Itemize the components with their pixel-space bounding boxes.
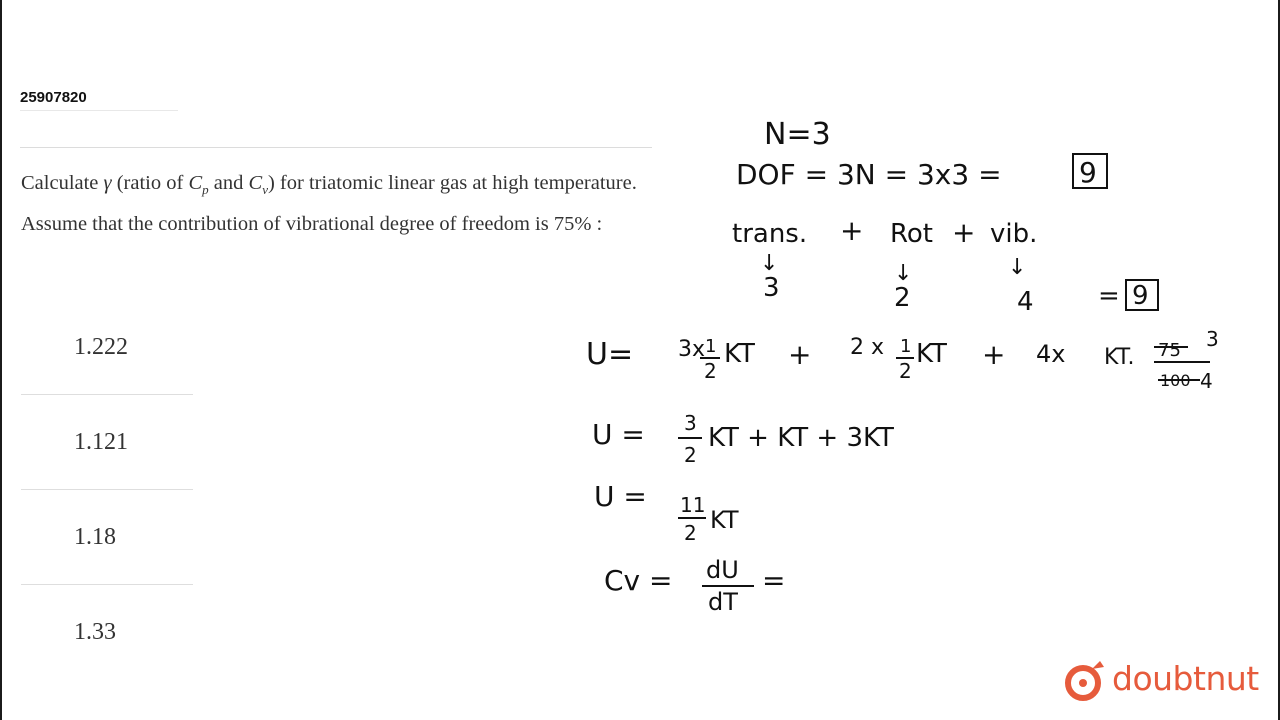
hw-kt: KT bbox=[916, 339, 947, 369]
hw-plus: + bbox=[982, 338, 1006, 371]
hw-term: 4x bbox=[1036, 340, 1066, 368]
doubtnut-logo bbox=[1062, 655, 1272, 707]
divider bbox=[20, 147, 652, 148]
doubtnut-logo-icon bbox=[1062, 657, 1108, 703]
hw-equals: = bbox=[762, 564, 786, 597]
hw-equals: = bbox=[1098, 281, 1120, 311]
hw-plus: + bbox=[788, 338, 812, 371]
option-c[interactable]: 1.18 bbox=[21, 490, 193, 585]
hw-kt: KT bbox=[724, 339, 755, 369]
hw-frac-den: 100 bbox=[1160, 371, 1191, 390]
hw-line-dof: DOF = 3N = 3x3 = bbox=[736, 158, 1002, 191]
hw-boxed-value: 9 bbox=[1079, 156, 1097, 189]
hw-trans-value: 3 bbox=[763, 273, 780, 303]
hw-term: 2 x bbox=[850, 335, 885, 360]
option-d[interactable]: 1.33 bbox=[74, 619, 116, 645]
hw-frac-num: 11 bbox=[680, 493, 706, 517]
gamma-symbol: γ bbox=[103, 172, 112, 194]
question-part: and bbox=[208, 172, 249, 194]
option-b[interactable]: 1.121 bbox=[21, 395, 193, 490]
hw-frac-num: 1 bbox=[705, 336, 717, 357]
hw-frac-num: 1 bbox=[900, 336, 912, 357]
hw-frac-num: 75 bbox=[1158, 340, 1181, 361]
hw-u-lhs: U = bbox=[592, 418, 645, 451]
hw-superscript: 3 bbox=[1206, 327, 1219, 351]
down-arrow-icon: ↓ bbox=[894, 261, 913, 286]
cv-symbol: C bbox=[248, 172, 263, 194]
hw-frac-num: 3 bbox=[684, 411, 697, 435]
hw-u2-rest: KT + KT + 3KT bbox=[708, 423, 894, 453]
question-part: (ratio of bbox=[111, 172, 189, 194]
hw-frac-den-tail: 4 bbox=[1200, 369, 1213, 393]
hw-plus: + bbox=[840, 214, 864, 247]
hw-u3-rest: KT bbox=[710, 506, 739, 534]
left-frame-border bbox=[0, 0, 2, 720]
hw-rot-value: 2 bbox=[894, 283, 911, 313]
hw-frac-den: 2 bbox=[704, 359, 717, 383]
hw-frac-den: 2 bbox=[684, 443, 697, 467]
hw-u-lhs: U= bbox=[586, 337, 634, 372]
hw-cv-lhs: Cv = bbox=[604, 564, 673, 597]
option-a[interactable]: 1.222 bbox=[21, 300, 193, 395]
cv-subscript: v bbox=[262, 182, 268, 198]
down-arrow-icon: ↓ bbox=[760, 251, 779, 276]
hw-frac-den: 2 bbox=[899, 359, 912, 383]
cp-symbol: C bbox=[188, 172, 203, 194]
question-id: 25907820 bbox=[20, 89, 87, 106]
hw-plus: + bbox=[952, 216, 976, 249]
down-arrow-icon: ↓ bbox=[1008, 255, 1027, 280]
hw-vib: vib. bbox=[990, 219, 1038, 249]
hw-term: 3x bbox=[678, 337, 706, 362]
hw-boxed-value: 9 bbox=[1132, 281, 1149, 311]
options-list bbox=[21, 300, 193, 680]
hw-kt: KT. bbox=[1104, 345, 1135, 370]
hw-trans: trans. bbox=[732, 219, 808, 249]
hw-vib-value: 4 bbox=[1017, 287, 1034, 317]
handwritten-solution bbox=[560, 90, 1260, 630]
hw-frac-den: 2 bbox=[684, 521, 697, 545]
hw-rot: Rot bbox=[890, 219, 933, 249]
question-part: ) for triatomic linear gas at high temperature. Assume that the contribution of vibrational degree of freedom is 75% : bbox=[21, 172, 637, 236]
cp-subscript: p bbox=[202, 182, 209, 198]
question-text bbox=[21, 166, 651, 241]
question-part: Calculate bbox=[21, 172, 104, 194]
hw-frac-den: dT bbox=[708, 588, 738, 616]
logo-text: doubtnut bbox=[1112, 659, 1259, 698]
hw-frac-num: dU bbox=[706, 556, 739, 584]
divider bbox=[20, 110, 178, 111]
hw-u-lhs: U = bbox=[594, 480, 647, 513]
hw-line-n: N=3 bbox=[764, 117, 831, 152]
